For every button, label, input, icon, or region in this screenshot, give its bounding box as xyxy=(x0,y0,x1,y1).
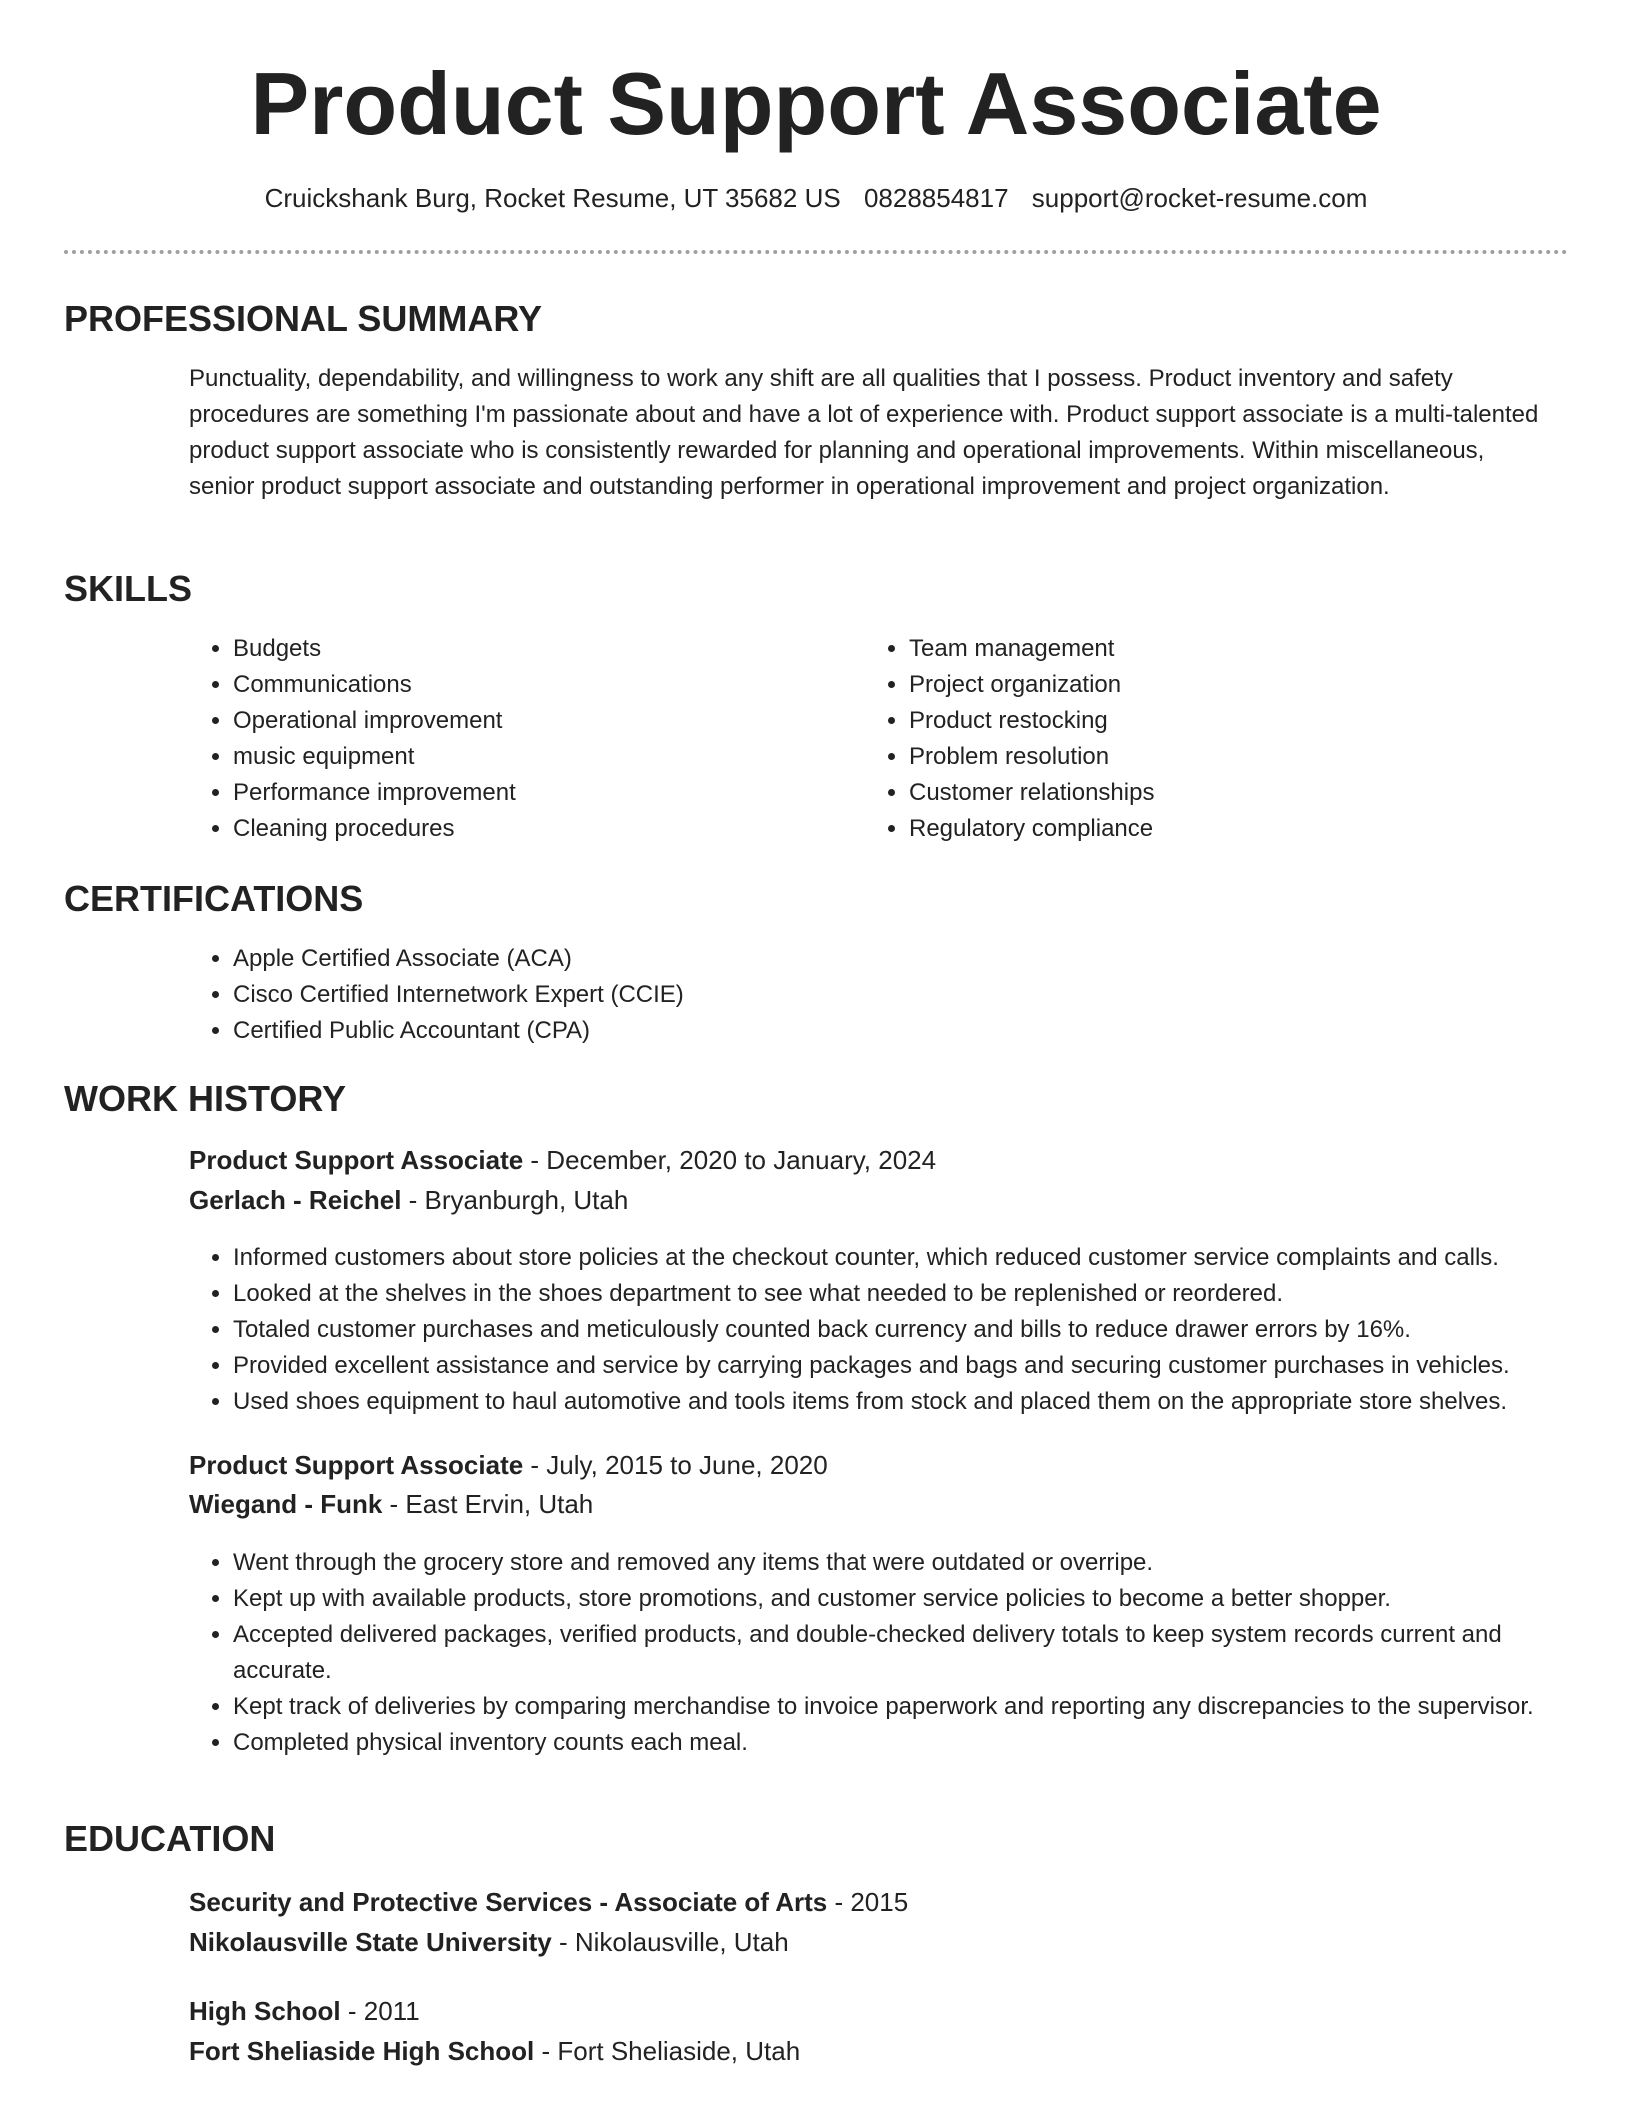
education-school: Nikolausville State University xyxy=(189,1927,552,1957)
education-year: - 2015 xyxy=(827,1887,909,1917)
job-dates: - July, 2015 to June, 2020 xyxy=(523,1450,828,1480)
skill-item: • Customer relationships xyxy=(909,775,1529,811)
education-location: - Fort Sheliaside, Utah xyxy=(534,2036,801,2066)
education-degree-line xyxy=(189,1883,908,1921)
certifications-list xyxy=(189,941,1573,1049)
job-company: Wiegand - Funk xyxy=(189,1489,383,1519)
job-title: Product Support Associate xyxy=(189,1145,524,1175)
job-bullet: • Totaled customer purchases and meticulously counted back currency and bills to reduce drawer errors by 16%. xyxy=(233,1312,1632,1348)
skill-item: • Budgets xyxy=(233,631,853,667)
summary-text: Punctuality, dependability, and willingness to work any shift are all qualities that I possess. Product inventory and safety procedures are something I'm passionate about and have a lot of experience with. Product support associate is a multi-talented product support associate who is consistently rewarded for planning and operational improvements. Within miscellaneous, senior product support associate and outstanding performer in operational improvement and project organization. xyxy=(189,365,1539,500)
header-divider xyxy=(64,250,1568,254)
education-degree: Security and Protective Services - Associate of Arts xyxy=(189,1887,828,1917)
job-title-line xyxy=(189,1446,828,1484)
skill-item: • music equipment xyxy=(233,739,853,775)
contact-email: support@rocket-resume.com xyxy=(1031,183,1368,213)
skill-item: • Cleaning procedures xyxy=(233,811,853,847)
skill-item: • Problem resolution xyxy=(909,739,1529,775)
summary-heading: PROFESSIONAL SUMMARY xyxy=(64,298,543,339)
education-location: - Nikolausville, Utah xyxy=(551,1927,789,1957)
skill-item: • Performance improvement xyxy=(233,775,853,811)
job-bullet: • Kept track of deliveries by comparing merchandise to invoice paperwork and reporting any discrepancies to the supervisor. xyxy=(233,1689,1593,1725)
job-bullet: • Used shoes equipment to haul automotive and tools items from stock and placed them on the appropriate store shelves. xyxy=(233,1384,1632,1420)
job-bullet: • Completed physical inventory counts each meal. xyxy=(233,1725,1593,1761)
education-degree-line xyxy=(189,1992,420,2030)
job-bullet: • Accepted delivered packages, verified products, and double-checked delivery totals to keep system records current and accurate. xyxy=(233,1617,1593,1689)
job-bullets xyxy=(189,1545,1593,1761)
job-location: - Bryanburgh, Utah xyxy=(401,1185,629,1215)
job-bullet: • Went through the grocery store and removed any items that were outdated or overripe. xyxy=(233,1545,1593,1581)
skill-item: • Product restocking xyxy=(909,703,1529,739)
education-heading: EDUCATION xyxy=(64,1818,276,1859)
skill-item: • Regulatory compliance xyxy=(909,811,1529,847)
contact-address: Cruickshank Burg, Rocket Resume, UT 35682 US xyxy=(264,183,841,213)
job-company-line xyxy=(189,1485,593,1523)
skill-item: • Project organization xyxy=(909,667,1529,703)
certifications-heading: CERTIFICATIONS xyxy=(64,878,364,919)
skills-list-right xyxy=(865,631,1529,847)
education-degree: High School xyxy=(189,1996,341,2026)
job-title: Product Support Associate xyxy=(189,1450,524,1480)
contact-phone: 0828854817 xyxy=(863,183,1009,213)
certification-item: • Certified Public Accountant (CPA) xyxy=(233,1013,1573,1049)
job-bullet: • Kept up with available products, store promotions, and customer service policies to become a better shopper. xyxy=(233,1581,1593,1617)
certification-item: • Cisco Certified Internetwork Expert (CCIE) xyxy=(233,977,1573,1013)
job-location: - East Ervin, Utah xyxy=(382,1489,594,1519)
education-school-line xyxy=(189,1923,789,1961)
skill-item: • Communications xyxy=(233,667,853,703)
education-school-line xyxy=(189,2032,800,2070)
education-year: - 2011 xyxy=(340,1996,420,2026)
certification-item: • Apple Certified Associate (ACA) xyxy=(233,941,1573,977)
skill-item: • Team management xyxy=(909,631,1529,667)
job-dates: - December, 2020 to January, 2024 xyxy=(523,1145,937,1175)
education-school: Fort Sheliaside High School xyxy=(189,2036,535,2066)
skills-list-left xyxy=(189,631,853,847)
skill-item: • Operational improvement xyxy=(233,703,853,739)
job-company: Gerlach - Reichel xyxy=(189,1185,402,1215)
job-title-line xyxy=(189,1141,936,1179)
work-history-heading: WORK HISTORY xyxy=(64,1078,347,1119)
contact-line xyxy=(0,180,1632,216)
job-bullets xyxy=(189,1240,1632,1420)
job-bullet: • Looked at the shelves in the shoes department to see what needed to be replenished or reordered. xyxy=(233,1276,1632,1312)
job-company-line xyxy=(189,1181,628,1219)
skills-heading: SKILLS xyxy=(64,568,193,609)
job-bullet: • Informed customers about store policies at the checkout counter, which reduced customer service complaints and calls. xyxy=(233,1240,1632,1276)
job-bullet: • Provided excellent assistance and service by carrying packages and bags and securing customer purchases in vehicles. xyxy=(233,1348,1632,1384)
resume-title: Product Support Associate xyxy=(250,54,1382,153)
